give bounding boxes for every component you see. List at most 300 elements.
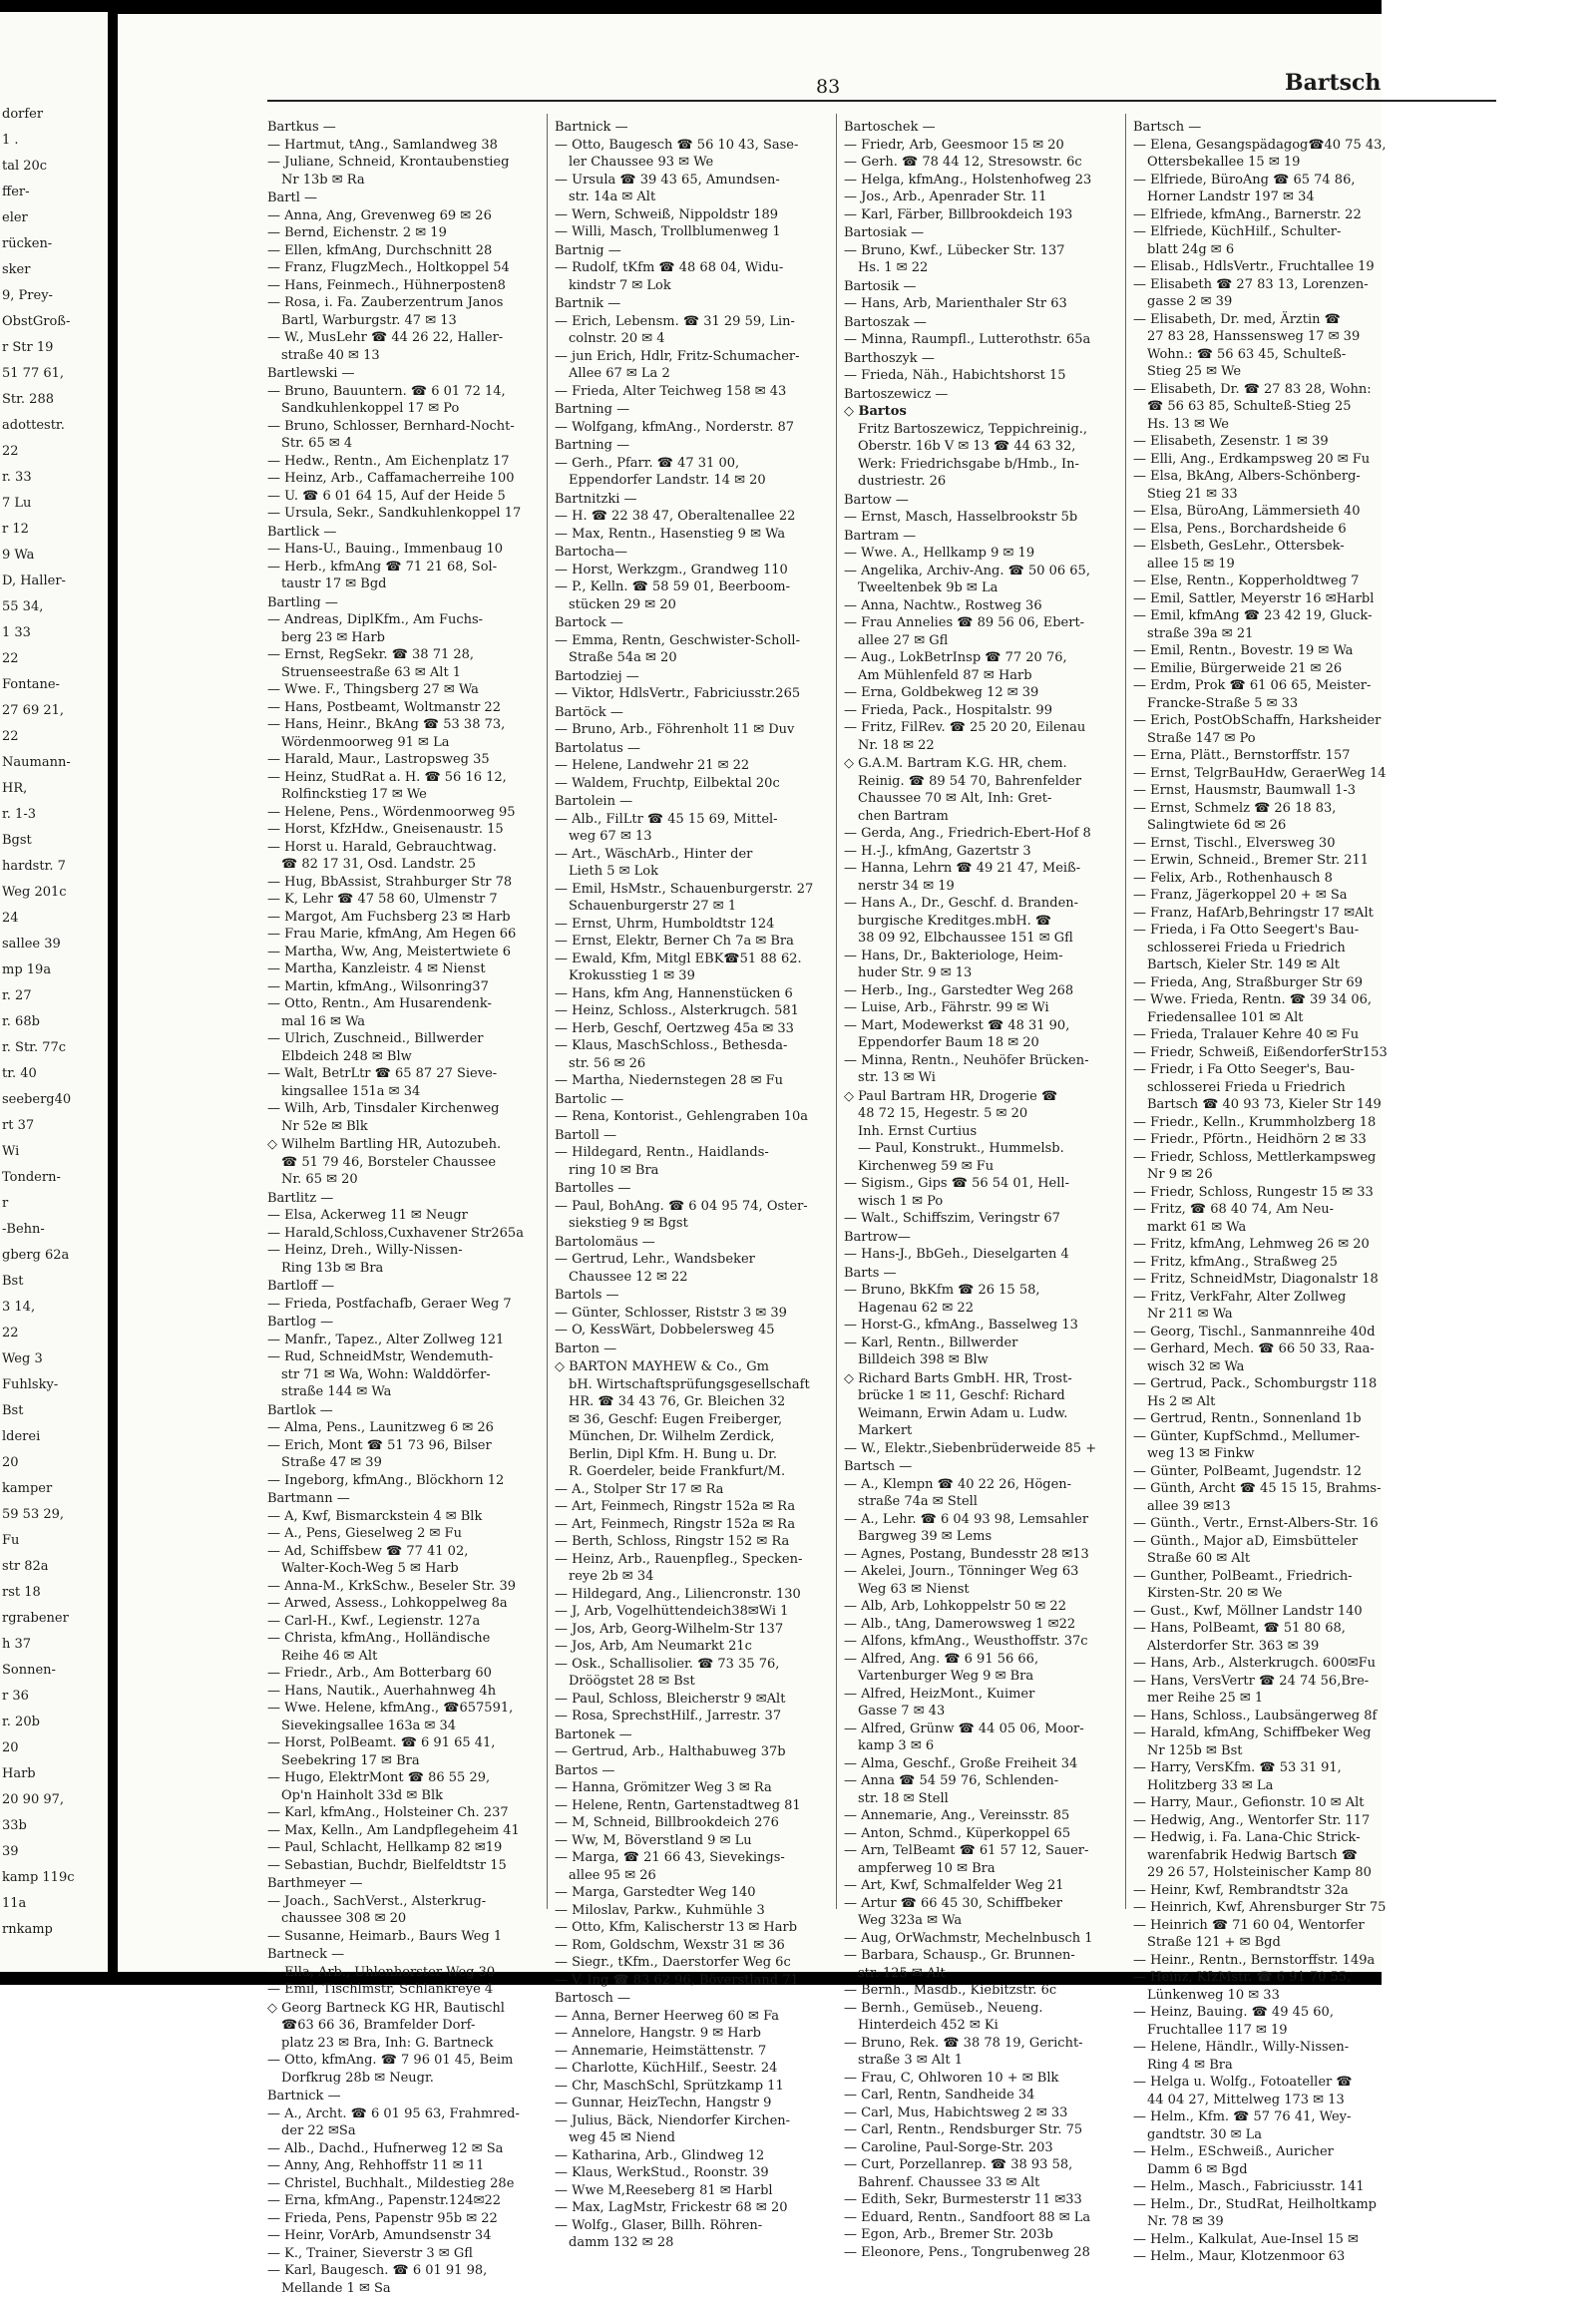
entry-heading: Bartolic — [555, 1091, 838, 1109]
entry-line: Krokusstieg 1 ✉ 39 [555, 967, 838, 985]
entry-line: — Erich, Mont ☎ 51 73 96, Bilser [267, 1437, 551, 1455]
entry-line: — Herb, Geschf, Oertzweg 45a ✉ 33 [555, 1020, 838, 1038]
entry-line: — Fritz, SchneidMstr, Diagonalstr 18 [1133, 1271, 1416, 1289]
previous-page-fragment: r. 68b [2, 1015, 40, 1028]
entry-line: Walter-Koch-Weg 5 ✉ Harb [267, 1560, 551, 1578]
entry-line: — Annemarie, Heimstättenstr. 7 [555, 2043, 838, 2061]
entry-line: — Bernh., Masdb., Kiebitzstr. 6c [844, 1982, 1127, 2000]
entry-line: chen Bartram [844, 808, 1127, 826]
entry-heading: ◇ G.A.M. Bartram K.G. HR, chem. [844, 755, 1127, 773]
entry-line: Chaussee 70 ✉ Alt, Inh: Gret- [844, 790, 1127, 808]
entry-line: Ring 4 ✉ Bra [1133, 2057, 1416, 2075]
entry-line: — Hartmut, tAng., Samlandweg 38 [267, 137, 551, 155]
entry-line: — Paul, Konstrukt., Hummelsb. [844, 1140, 1127, 1158]
entry-line: — Fritz, VerkFahr, Alter Zollweg [1133, 1289, 1416, 1307]
entry-line: — Alb, Arb, Lohkoppelstr 50 ✉ 22 [844, 1598, 1127, 1616]
entry-heading: Bartrow— [844, 1229, 1127, 1247]
entry-line: Inh. Ernst Curtius [844, 1123, 1127, 1141]
entry-line: — Ww, M, Böverstland 9 ✉ Lu [555, 1832, 838, 1850]
entry-line: — Fritz, kfmAng., Straßweg 25 [1133, 1254, 1416, 1272]
entry-line: blatt 24g ✉ 6 [1133, 241, 1416, 259]
entry-line: allee 95 ✉ 26 [555, 1867, 838, 1885]
entry-line: — Frau, C, Ohlworen 10 + ✉ Blk [844, 2070, 1127, 2088]
entry-line: — Otto, Kfm, Kalischerstr 13 ✉ Harb [555, 1919, 838, 1937]
entry-line: — Bruno, Kwf., Lübecker Str. 137 [844, 242, 1127, 260]
entry-line: — Ernst, Schmelz ☎ 26 18 83, [1133, 800, 1416, 818]
entry-line: — Ernst, TelgrBauHdw, GeraerWeg 14 [1133, 765, 1416, 783]
previous-page-fragment: 1 33 [2, 626, 31, 639]
entry-line: Wohn.: ☎ 56 63 45, Schulteß- [1133, 346, 1416, 364]
entry-line: Op'n Hainholt 33d ✉ Blk [267, 1787, 551, 1805]
entry-line: Reinig. ☎ 89 54 70, Bahrenfelder [844, 773, 1127, 791]
previous-page-fragment: 27 69 21, [2, 704, 64, 717]
entry-line: 29 26 57, Holsteinischer Kamp 80 [1133, 1864, 1416, 1882]
entry-line: — Wwe M,Reeseberg 81 ✉ Harbl [555, 2182, 838, 2200]
column-3 [844, 118, 1127, 2261]
entry-line: — Rosa, SprechstHilf., Jarrestr. 37 [555, 1708, 838, 1725]
entry-line: — Max, LagMstr, Frickestr 68 ✉ 20 [555, 2199, 838, 2217]
entry-line: — Hans, Nautik., Auerhahnweg 4h [267, 1683, 551, 1701]
previous-page-fragment: 22 [2, 1327, 19, 1340]
entry-line: 38 09 92, Elbchaussee 151 ✉ Gfl [844, 930, 1127, 948]
entry-line: weg 67 ✉ 13 [555, 828, 838, 846]
entry-line: — Bernh., Gemüseb., Neueng. [844, 2000, 1127, 2018]
entry-line: — Ellen, kfmAng, Durchschnitt 28 [267, 242, 551, 260]
entry-heading: Bartnitzki — [555, 491, 838, 509]
directory-page [118, 14, 1382, 1972]
entry-line: — Artur ☎ 66 45 30, Schiffbeker [844, 1895, 1127, 1913]
entry-line: — Anton, Schmd., Küperkoppel 65 [844, 1825, 1127, 1843]
entry-line: Kirchenweg 59 ✉ Fu [844, 1158, 1127, 1176]
page-number: 83 [816, 76, 840, 98]
entry-line: — Friedr, Schloss, Mettlerkampsweg [1133, 1149, 1416, 1167]
entry-line: — Heinz, Arb., Caffamacherreihe 100 [267, 470, 551, 488]
entry-heading: Bartonek — [555, 1726, 838, 1744]
entry-line: ✉ 36, Geschf: Eugen Freiberger, [555, 1411, 838, 1429]
entry-line: Nr. 65 ✉ 20 [267, 1171, 551, 1189]
entry-line: — Gertrud, Arb., Halthabuweg 37b [555, 1743, 838, 1761]
entry-line: Holitzberg 33 ✉ La [1133, 1777, 1416, 1795]
entry-line: Sievekingsallee 163a ✉ 34 [267, 1718, 551, 1735]
entry-line: kindstr 7 ✉ Lok [555, 277, 838, 295]
previous-page-fragment: rgrabener [2, 1612, 69, 1625]
entry-line: — Gertrud, Rentn., Sonnenland 1b [1133, 1410, 1416, 1428]
entry-line: — Jos., Arb., Apenrader Str. 11 [844, 189, 1127, 206]
entry-line: — Alfred, Grünw ☎ 44 05 06, Moor- [844, 1721, 1127, 1738]
entry-line: 27 83 28, Hanssensweg 17 ✉ 39 [1133, 328, 1416, 346]
entry-line: Am Mühlenfeld 87 ✉ Harb [844, 667, 1127, 685]
entry-line: — Wwe. Helene, kfmAng., ☎657591, [267, 1700, 551, 1718]
entry-line: — Hug, BbAssist, Strahburger Str 78 [267, 874, 551, 892]
entry-line: Schauenburgerstr 27 ✉ 1 [555, 898, 838, 916]
entry-line: Berlin, Dipl Kfm. H. Bung u. Dr. [555, 1446, 838, 1464]
entry-line: — Julius, Bäck, Niendorfer Kirchen- [555, 2112, 838, 2130]
entry-line: — Gunther, PolBeamt., Friedrich- [1133, 1568, 1416, 1586]
previous-page-fragment: D, Haller- [2, 574, 66, 587]
entry-line: — W., MusLehr ☎ 44 26 22, Haller- [267, 329, 551, 347]
entry-line: bH. Wirtschaftsprüfungsgesellschaft [555, 1376, 838, 1394]
entry-line: — Annelore, Hangstr. 9 ✉ Harb [555, 2025, 838, 2043]
entry-line: — Manfr., Tapez., Alter Zollweg 121 [267, 1332, 551, 1349]
entry-line: — M, Schneid, Billbrookdeich 276 [555, 1814, 838, 1832]
entry-line: Weimann, Erwin Adam u. Ludw. [844, 1405, 1127, 1423]
entry-line: — Paul, Schloss, Bleicherstr 9 ✉Alt [555, 1691, 838, 1709]
entry-line: — Hans, Dr., Bakteriologe, Heim- [844, 948, 1127, 965]
entry-heading: Bartl — [267, 190, 551, 207]
entry-heading: Bartock — [555, 614, 838, 632]
entry-line: Straße 121 + ✉ Bgd [1133, 1934, 1416, 1952]
entry-heading: ◇ Richard Barts GmbH. HR, Trost- [844, 1370, 1127, 1388]
entry-line: — Elsa, Ackerweg 11 ✉ Neugr [267, 1207, 551, 1225]
entry-line: weg 13 ✉ Finkw [1133, 1445, 1416, 1463]
entry-line: — Heinz, Dreh., Willy-Nissen- [267, 1242, 551, 1260]
entry-line: allee 15 ✉ 19 [1133, 556, 1416, 574]
column-2 [555, 118, 838, 2252]
entry-line: Friedensallee 101 ✉ Alt [1133, 1009, 1416, 1027]
entry-line: berg 23 ✉ Harb [267, 629, 551, 647]
entry-heading: Bartolomäus — [555, 1234, 838, 1252]
entry-heading: Bartlick — [267, 524, 551, 542]
entry-line: — H. ☎ 22 38 47, Oberaltenallee 22 [555, 508, 838, 526]
entry-line: — Horst, Werkzgm., Grandweg 110 [555, 562, 838, 579]
entry-heading: Barton — [555, 1340, 838, 1358]
entry-line: Francke-Straße 5 ✉ 33 [1133, 695, 1416, 713]
entry-line: gandtstr. 30 ✉ La [1133, 2126, 1416, 2144]
entry-line: — Herb., Ing., Garstedter Weg 268 [844, 982, 1127, 1000]
entry-line: — Emil, Rentn., Bovestr. 19 ✉ Wa [1133, 642, 1416, 660]
entry-line: Markert [844, 1422, 1127, 1440]
entry-line: — Susanne, Heimarb., Baurs Weg 1 [267, 1928, 551, 1946]
entry-line: mal 16 ✉ Wa [267, 1013, 551, 1031]
entry-line: taustr 17 ✉ Bgd [267, 575, 551, 593]
entry-line: — Siegr., tKfm., Daerstorfer Weg 6c [555, 1954, 838, 1972]
entry-line: — Frieda, i Fa Otto Seegert's Bau- [1133, 922, 1416, 940]
entry-line: reye 2b ✉ 34 [555, 1568, 838, 1586]
entry-line: ring 10 ✉ Bra [555, 1162, 838, 1180]
entry-line: — Hans, Heinr., BkAng ☎ 53 38 73, [267, 716, 551, 734]
entry-line: — Otto, kfmAng. ☎ 7 96 01 45, Beim [267, 2052, 551, 2070]
previous-page-fragment: 39 [2, 1845, 19, 1858]
entry-line: — Erdm, Prok ☎ 61 06 65, Meister- [1133, 677, 1416, 695]
entry-line: — Erna, kfmAng., Papenstr.124✉22 [267, 2192, 551, 2210]
entry-line: — Heinr, VorArb, Amundsenstr 34 [267, 2227, 551, 2245]
entry-line: kingsallee 151a ✉ 34 [267, 1083, 551, 1101]
entry-line: Hs. 13 ✉ We [1133, 416, 1416, 434]
previous-page-fragment: rt 37 [2, 1119, 34, 1132]
entry-line: chaussee 308 ✉ 20 [267, 1910, 551, 1928]
entry-line: — Günter, PolBeamt, Jugendstr. 12 [1133, 1463, 1416, 1481]
previous-page-fragment: seeberg40 [2, 1093, 71, 1106]
entry-heading: Barthoszyk — [844, 350, 1127, 368]
entry-line: — Art, Feinmech, Ringstr 152a ✉ Ra [555, 1516, 838, 1534]
entry-line: — Ernst, RegSekr. ☎ 38 71 28, [267, 646, 551, 664]
previous-page-fragment: 22 [2, 652, 19, 665]
entry-heading: Bartoszak — [844, 314, 1127, 332]
entry-line: — Elfriede, kfmAng., Barnerstr. 22 [1133, 206, 1416, 224]
entry-heading: Bartocha— [555, 544, 838, 562]
entry-line: Ottersbekallee 15 ✉ 19 [1133, 154, 1416, 172]
entry-line: — Rena, Kontorist., Gehlengraben 10a [555, 1108, 838, 1126]
entry-line: Nr. 78 ✉ 39 [1133, 2213, 1416, 2231]
entry-line: — Barbara, Schausp., Gr. Brunnen- [844, 1947, 1127, 1965]
entry-heading: Bartolles — [555, 1180, 838, 1198]
entry-line: — Alfons, kfmAng., Weusthoffstr. 37c [844, 1633, 1127, 1651]
entry-heading: ◇ Paul Bartram HR, Drogerie ☎ [844, 1088, 1127, 1106]
entry-heading: Bartow — [844, 492, 1127, 510]
entry-line: Ring 13b ✉ Bra [267, 1260, 551, 1278]
entry-line: — Hans, Arb, Marienthaler Str 63 [844, 295, 1127, 313]
entry-line: — Günter, Schlosser, Riststr 3 ✉ 39 [555, 1305, 838, 1323]
entry-line: nerstr 34 ✉ 19 [844, 878, 1127, 896]
entry-line: Tweeltenbek 9b ✉ La [844, 579, 1127, 597]
entry-line: — Art., WäschArb., Hinter der [555, 846, 838, 864]
previous-page-fragment: 9, Prey- [2, 289, 53, 302]
entry-line: — Gertrud, Lehr., Wandsbeker [555, 1251, 838, 1269]
entry-line: — Minna, Rentn., Neuhöfer Brücken- [844, 1052, 1127, 1070]
entry-line: — Alb., Dachd., Hufnerweg 12 ✉ Sa [267, 2140, 551, 2158]
entry-line: siekstieg 9 ✉ Bgst [555, 1215, 838, 1233]
entry-line: — Franz, HafArb,Behringstr 17 ✉Alt [1133, 905, 1416, 923]
entry-line: — Berth, Schloss, Ringstr 152 ✉ Ra [555, 1533, 838, 1551]
entry-line: str. 18 ✉ Stell [844, 1790, 1127, 1808]
entry-line: — Elfriede, BüroAng ☎ 65 74 86, [1133, 172, 1416, 190]
entry-line: Vartenburger Weg 9 ✉ Bra [844, 1668, 1127, 1686]
entry-line: — Helene, Rentn, Gartenstadtweg 81 [555, 1797, 838, 1815]
previous-page-fragment: r [2, 1197, 8, 1210]
entry-line: — Hildegard, Rentn., Haidlands- [555, 1144, 838, 1162]
entry-line: — Katharina, Arb., Glindweg 12 [555, 2147, 838, 2165]
entry-line: — Joach., SachVerst., Alsterkrug- [267, 1893, 551, 1911]
entry-line: — Wilh, Arb, Tinsdaler Kirchenweg [267, 1100, 551, 1118]
entry-line: Dröögstet 28 ✉ Bst [555, 1673, 838, 1691]
entry-line: — K, Lehr ☎ 47 58 60, Ulmenstr 7 [267, 891, 551, 909]
entry-line: Bahrenf. Chaussee 33 ✉ Alt [844, 2174, 1127, 2192]
entry-line: schlosserei Frieda u Friedrich [1133, 940, 1416, 957]
entry-line: — Ewald, Kfm, Mitgl EBK☎51 88 62. [555, 951, 838, 968]
previous-page-fragment: sallee 39 [2, 938, 61, 951]
entry-line: — A., Stolper Str 17 ✉ Ra [555, 1481, 838, 1499]
entry-line: — Erna, Plätt., Bernstorffstr. 157 [1133, 747, 1416, 765]
entry-line: colnstr. 20 ✉ 4 [555, 330, 838, 348]
entry-line: — Bruno, Rek. ☎ 38 78 19, Gericht- [844, 2035, 1127, 2053]
entry-line: — Klaus, WerkStud., Roonstr. 39 [555, 2164, 838, 2182]
entry-line: — Friedr, Schloss, Rungestr 15 ✉ 33 [1133, 1184, 1416, 1202]
entry-line: — A, Kwf, Bismarckstein 4 ✉ Blk [267, 1508, 551, 1526]
previous-page-fragment: Bst [2, 1275, 23, 1288]
entry-line: Elbdeich 248 ✉ Blw [267, 1048, 551, 1066]
previous-page-fragment: Sonnen- [2, 1664, 56, 1677]
entry-line: Weg 63 ✉ Nienst [844, 1581, 1127, 1599]
entry-line: ler Chaussee 93 ✉ We [555, 154, 838, 172]
entry-heading: Bartoll — [555, 1127, 838, 1145]
previous-page-fragment: r Str 19 [2, 341, 53, 354]
entry-heading: Bartlok — [267, 1402, 551, 1420]
entry-line: — Elena, Gesangspädagog☎40 75 43, [1133, 137, 1416, 155]
entry-line: — Bruno, Schlosser, Bernhard-Nocht- [267, 418, 551, 436]
entry-line: — H.-J., kfmAng, Gazertstr 3 [844, 843, 1127, 861]
entry-line: — Anny, Ang, Rehhoffstr 11 ✉ 11 [267, 2157, 551, 2175]
entry-line: Chaussee 12 ✉ 22 [555, 1269, 838, 1287]
entry-line: — Bruno, BkKfm ☎ 26 15 58, [844, 1282, 1127, 1300]
entry-line: — Harry, Maur., Gefionstr. 10 ✉ Alt [1133, 1794, 1416, 1812]
entry-line: — Max, Rentn., Hasenstieg 9 ✉ Wa [555, 526, 838, 544]
previous-page-fragment: ffer- [2, 186, 30, 198]
entry-line: — Helga, kfmAng., Holstenhofweg 23 [844, 172, 1127, 190]
entry-line: — Rom, Goldschm, Wexstr 31 ✉ 36 [555, 1937, 838, 1955]
entry-line: — Fritz, FilRev. ☎ 25 20 20, Eilenau [844, 719, 1127, 737]
entry-line: Horner Landstr 197 ✉ 34 [1133, 189, 1416, 206]
entry-line: — Helene, Landwehr 21 ✉ 22 [555, 757, 838, 775]
previous-page-fragment: ObstGroß- [2, 315, 70, 328]
entry-line: — Heinr., Rentn., Bernstorffstr. 149a [1133, 1952, 1416, 1970]
previous-page-fragment: r. 1-3 [2, 808, 36, 821]
entry-line: — Hans, Postbeamt, Woltmanstr 22 [267, 699, 551, 717]
entry-line: ☎ 51 79 46, Borsteler Chaussee [267, 1154, 551, 1172]
entry-line: Hinterdeich 452 ✉ Ki [844, 2017, 1127, 2035]
entry-line: — Harry, VersKfm. ☎ 53 31 91, [1133, 1759, 1416, 1777]
entry-line: — Helene, Händlr., Willy-Nissen- [1133, 2039, 1416, 2057]
entry-line: Sandkuhlenkoppel 17 ✉ Po [267, 400, 551, 418]
entry-line: — Ernst, Uhrm, Humboldtstr 124 [555, 916, 838, 934]
previous-page-fragment: dorfer [2, 108, 43, 121]
previous-page-fragment: hardstr. 7 [2, 860, 66, 873]
entry-heading: Bartkus — [267, 119, 551, 137]
header-rule [267, 100, 1496, 102]
entry-line: — Eduard, Rentn., Sandfoort 88 ✉ La [844, 2209, 1127, 2227]
entry-line: — Waldem, Fruchtp, Eilbektal 20c [555, 775, 838, 793]
entry-line: gasse 2 ✉ 39 [1133, 293, 1416, 311]
entry-line: — Helm., Masch., Fabriciusstr. 141 [1133, 2178, 1416, 2196]
entry-line: — Harald,Schloss,Cuxhavener Str265a [267, 1225, 551, 1243]
entry-heading: Bartos — [555, 1762, 838, 1780]
entry-heading: Bartsch — [1133, 119, 1416, 137]
entry-line: straße 39a ✉ 21 [1133, 625, 1416, 643]
entry-line: — Anna ☎ 54 59 76, Schlenden- [844, 1772, 1127, 1790]
entry-line: — Heinz, StudRat a. H. ☎ 56 16 12, [267, 769, 551, 787]
entry-line: — Emilie, Bürgerweide 21 ✉ 26 [1133, 660, 1416, 678]
entry-line: wisch 1 ✉ Po [844, 1193, 1127, 1211]
entry-line: — Günter, KupfSchmd., Mellumer- [1133, 1428, 1416, 1446]
entry-line: — Heinz, Bauing. ☎ 49 45 60, [1133, 2004, 1416, 2022]
previous-page-fragment: str 82a [2, 1560, 49, 1573]
entry-line: Bargweg 39 ✉ Lems [844, 1528, 1127, 1546]
entry-line: Salingtwiete 6d ✉ 26 [1133, 817, 1416, 835]
entry-line: — Franz, Jägerkoppel 20 + ✉ Sa [1133, 887, 1416, 905]
entry-line: Damm 6 ✉ Bgd [1133, 2161, 1416, 2179]
entry-line: München, Dr. Wilhelm Zerdick, [555, 1428, 838, 1446]
entry-line: — Angelika, Archiv-Ang. ☎ 50 06 65, [844, 563, 1127, 580]
entry-line: Nr 211 ✉ Wa [1133, 1306, 1416, 1324]
entry-line: — Heinrich ☎ 71 60 04, Wentorfer [1133, 1917, 1416, 1935]
entry-line: — Martin, kfmAng., Wilsonring37 [267, 978, 551, 996]
entry-line: — Friedr, i Fa Otto Seeger's, Bau- [1133, 1061, 1416, 1079]
previous-page-fragment: 20 [2, 1456, 19, 1469]
entry-line: — Max, Kelln., Am Landpflegeheim 41 [267, 1822, 551, 1840]
entry-line: — Wern, Schweiß, Nippoldstr 189 [555, 206, 838, 224]
entry-line: Alsterdorfer Str. 363 ✉ 39 [1133, 1638, 1416, 1656]
entry-line: — Aug., LokBetrInsp ☎ 77 20 76, [844, 649, 1127, 667]
entry-line: — Frieda, Näh., Habichtshorst 15 [844, 367, 1127, 385]
entry-line: — Mart, Modewerkst ☎ 48 31 90, [844, 1017, 1127, 1035]
entry-line: — Gerhard, Mech. ☎ 66 50 33, Raa- [1133, 1340, 1416, 1358]
entry-line: — Helm., Kalkulat, Aue-Insel 15 ✉ [1133, 2231, 1416, 2249]
entry-heading: Bartnick — [267, 2088, 551, 2106]
previous-page-fragment: 9 Wa [2, 549, 34, 562]
entry-line: — Sigism., Gips ☎ 56 54 01, Hell- [844, 1175, 1127, 1193]
previous-page-fragment: 20 [2, 1741, 19, 1754]
entry-line: — Hans, Arb., Alsterkrugch. 600✉Fu [1133, 1655, 1416, 1673]
entry-line: — Hans A., Dr., Geschf. d. Branden- [844, 895, 1127, 913]
entry-line: — Heinz, Arb., Rauenpfleg., Specken- [555, 1551, 838, 1569]
previous-page-fragment: 51 77 61, [2, 367, 64, 380]
entry-line: — Fritz, kfmAng, Lehmweg 26 ✉ 20 [1133, 1236, 1416, 1254]
previous-page-fragment: gberg 62a [2, 1249, 69, 1262]
entry-line: — Erich, Lebensm. ☎ 31 29 59, Lin- [555, 313, 838, 331]
previous-page-fragment: 33b [2, 1819, 27, 1832]
entry-line: — U. ☎ 6 01 64 15, Auf der Heide 5 [267, 488, 551, 506]
entry-line: — Hedwig, i. Fa. Lana-Chic Strick- [1133, 1829, 1416, 1847]
entry-line: straße 40 ✉ 13 [267, 347, 551, 365]
entry-line: — Horst u. Harald, Gebrauchtwag. [267, 839, 551, 857]
entry-line: — Paul, Schlacht, Hellkamp 82 ✉19 [267, 1839, 551, 1857]
entry-line: — Luise, Arb., Fährstr. 99 ✉ Wi [844, 999, 1127, 1017]
entry-line: Reihe 46 ✉ Alt [267, 1648, 551, 1666]
entry-line: — Elsa, BkAng, Albers-Schönberg- [1133, 468, 1416, 486]
entry-heading: Bartolein — [555, 793, 838, 811]
entry-line: — Klaus, MaschSchloss., Bethesda- [555, 1037, 838, 1055]
entry-line: 48 72 15, Hegestr. 5 ✉ 20 [844, 1105, 1127, 1123]
entry-heading: Bartols — [555, 1287, 838, 1305]
entry-heading: Bartnig — [555, 242, 838, 260]
entry-line: Werk: Friedrichsgabe b/Hmb., In- [844, 456, 1127, 474]
entry-line: Stieg 21 ✉ 33 [1133, 486, 1416, 504]
entry-line: Stieg 25 ✉ We [1133, 363, 1416, 381]
entry-line: — Frieda, Tralauer Kehre 40 ✉ Fu [1133, 1026, 1416, 1044]
previous-page-fragment: rst 18 [2, 1586, 41, 1599]
previous-page-fragment: Weg 201c [2, 886, 67, 899]
entry-line: — Frieda, Pens, Papenstr 95b ✉ 22 [267, 2210, 551, 2228]
entry-line: — A., Lehr. ☎ 6 04 93 98, Lemsahler [844, 1511, 1127, 1529]
entry-line: — A., Archt. ☎ 6 01 95 63, Frahmred- [267, 2106, 551, 2123]
previous-page-fragment: rücken- [2, 237, 52, 250]
entry-line: allee 27 ✉ Gfl [844, 632, 1127, 650]
entry-line: Bartl, Warburgstr. 47 ✉ 13 [267, 312, 551, 330]
entry-line: — Ernst, Tischl., Elversweg 30 [1133, 835, 1416, 853]
entry-line: Dorfkrug 28b ✉ Neugr. [267, 2070, 551, 2088]
entry-line: — Friedr, Schweiß, EißendorferStr153 [1133, 1044, 1416, 1062]
entry-line: Fritz Bartoszewicz, Teppichreinig., [844, 421, 1127, 439]
entry-line: ☎ 56 63 85, Schulteß-Stieg 25 [1133, 398, 1416, 416]
previous-page-fragment: r. 20b [2, 1716, 40, 1728]
entry-line: — A., Pens, Gieselweg 2 ✉ Fu [267, 1525, 551, 1543]
entry-line: — Elfriede, KüchHilf., Schulter- [1133, 223, 1416, 241]
previous-page-fragment: kamp 119c [2, 1871, 75, 1884]
entry-line: — Friedr., Arb., Am Botterbarg 60 [267, 1665, 551, 1683]
entry-line: — Hans-J., BbGeh., Dieselgarten 4 [844, 1246, 1127, 1264]
entry-line: Straße 147 ✉ Po [1133, 730, 1416, 748]
entry-line: kamp 3 ✉ 6 [844, 1737, 1127, 1755]
entry-line: Bartsch, Kieler Str. 149 ✉ Alt [1133, 957, 1416, 974]
entry-heading: Bartosik — [844, 278, 1127, 296]
entry-line: — P., Kelln. ☎ 58 59 01, Beerboom- [555, 578, 838, 596]
entry-heading: Bartoschek — [844, 119, 1127, 137]
entry-line: dustriestr. 26 [844, 473, 1127, 491]
entry-line: HR. ☎ 34 43 76, Gr. Bleichen 32 [555, 1393, 838, 1411]
running-head: Bartsch [1285, 70, 1381, 96]
entry-line: Straße 60 ✉ Alt [1133, 1550, 1416, 1568]
entry-line: — Art, Feinmech, Ringstr 152a ✉ Ra [555, 1498, 838, 1516]
entry-line: — Rosa, i. Fa. Zauberzentrum Janos [267, 294, 551, 312]
